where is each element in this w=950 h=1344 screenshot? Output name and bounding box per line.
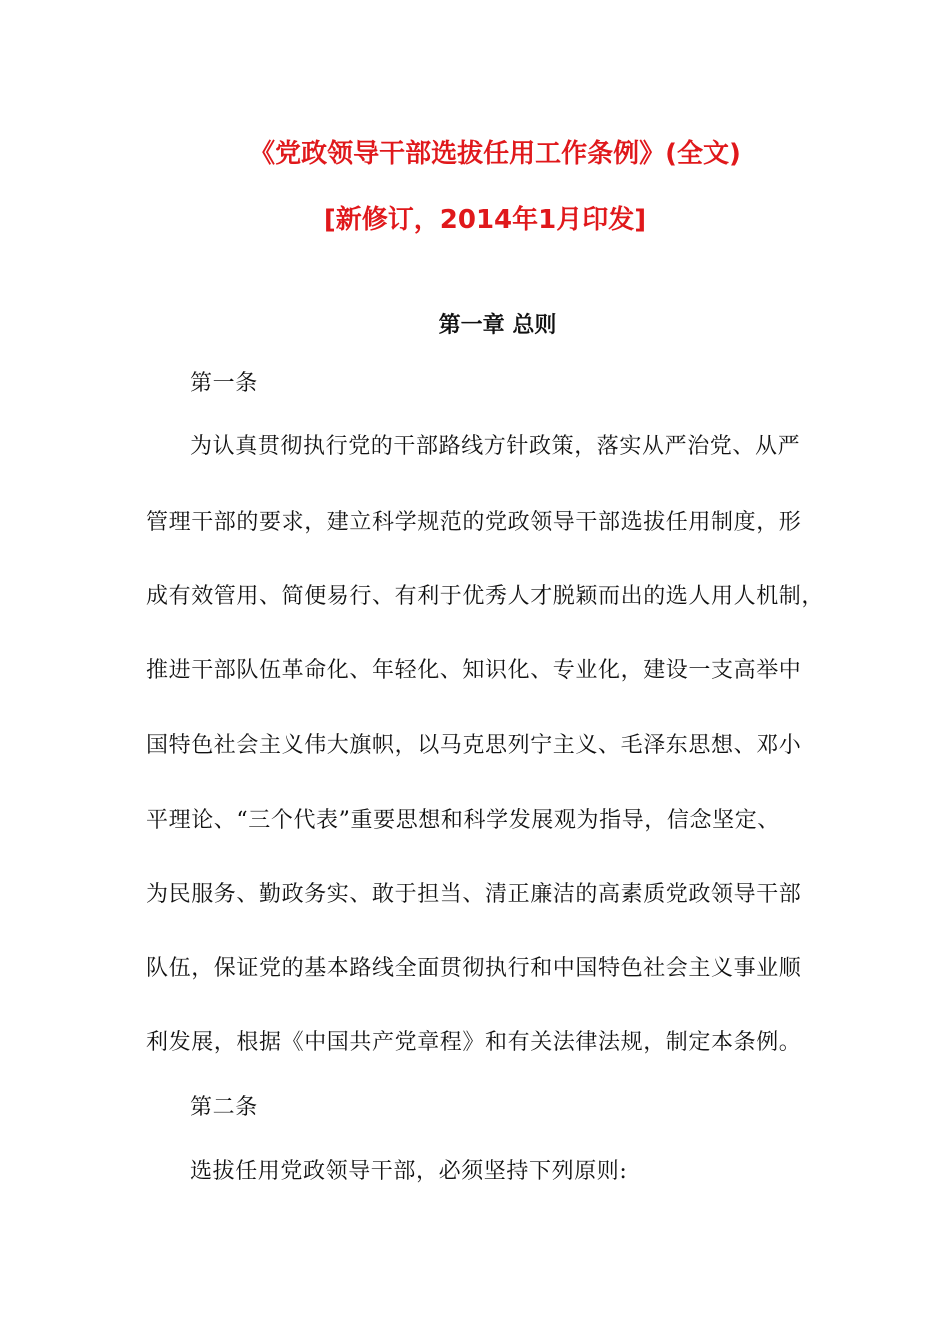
article-1-line: 队伍，保证党的基本路线全面贯彻执行和中国特色社会主义事业顺 bbox=[146, 956, 802, 981]
article-1-line: 国特色社会主义伟大旗帜，以马克思列宁主义、毛泽东思想、邓小 bbox=[146, 733, 802, 758]
article-1-line: 推进干部队伍革命化、年轻化、知识化、专业化，建设一支高举中 bbox=[146, 658, 802, 683]
article-1-label: 第一条 bbox=[190, 371, 258, 396]
article-1-line: 管理干部的要求，建立科学规范的党政领导干部选拔任用制度，形 bbox=[146, 510, 802, 535]
article-1-line: 平理论、“三个代表”重要思想和科学发展观为指导，信念坚定、 bbox=[146, 808, 780, 833]
article-1-line: 为认真贯彻执行党的干部路线方针政策，落实从严治党、从严 bbox=[190, 434, 801, 459]
document-subtitle: [新修订，2014年1月印发] bbox=[323, 205, 647, 235]
article-1-line: 利发展，根据《中国共产党章程》和有关法律法规，制定本条例。 bbox=[146, 1030, 802, 1055]
article-2-line: 选拔任用党政领导干部，必须坚持下列原则: bbox=[190, 1159, 628, 1184]
article-1-line: 为民服务、勤政务实、敢于担当、清正廉洁的高素质党政领导干部 bbox=[146, 882, 802, 907]
chapter-heading: 第一章 总则 bbox=[438, 313, 557, 338]
article-2-label: 第二条 bbox=[190, 1095, 258, 1120]
document-title: 《党政领导干部选拔任用工作条例》(全文) bbox=[249, 139, 741, 169]
article-1-line: 成有效管用、简便易行、有利于优秀人才脱颖而出的选人用人机制， bbox=[146, 584, 825, 609]
